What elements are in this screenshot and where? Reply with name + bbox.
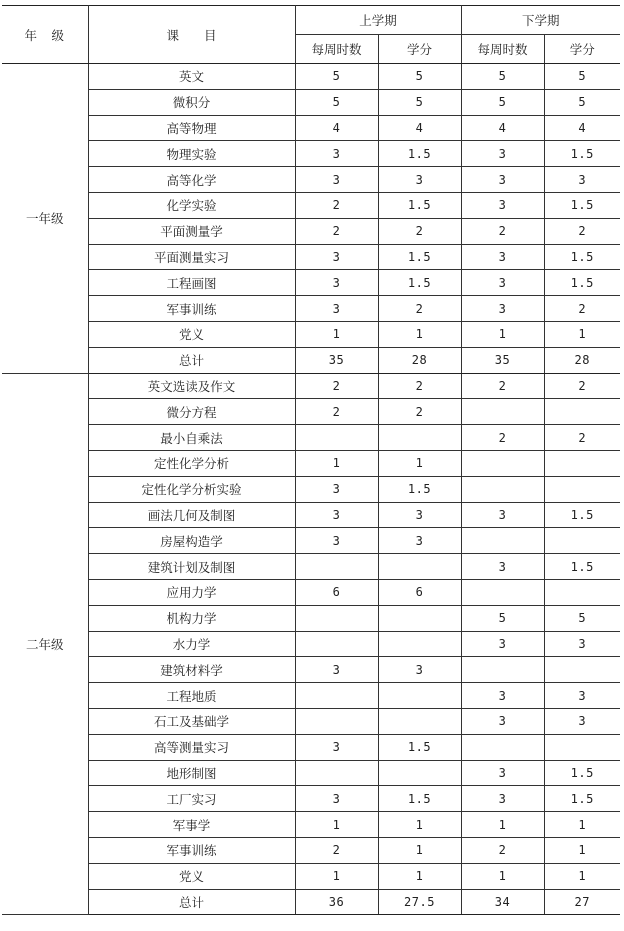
term2-hours-cell: 34 <box>461 889 544 915</box>
term2-hours-cell: 2 <box>461 837 544 863</box>
table-row <box>2 347 620 373</box>
term2-credits-cell: 1.5 <box>544 786 620 812</box>
course-name-cell: 工程画图 <box>88 270 295 296</box>
course-name-cell: 军事学 <box>88 812 295 838</box>
term1-credits-cell: 1 <box>378 837 461 863</box>
header-course: 课 目 <box>88 6 295 64</box>
table-row <box>2 786 620 812</box>
term1-hours-cell: 1 <box>295 450 378 476</box>
term2-hours-cell: 3 <box>461 244 544 270</box>
term1-credits-cell: 6 <box>378 579 461 605</box>
term2-hours-cell: 3 <box>461 631 544 657</box>
term2-hours-cell: 3 <box>461 554 544 580</box>
course-name-cell: 军事训练 <box>88 837 295 863</box>
term1-hours-cell: 4 <box>295 115 378 141</box>
term1-credits-cell: 2 <box>378 399 461 425</box>
term2-credits-cell <box>544 450 620 476</box>
table-row <box>2 244 620 270</box>
term1-credits-cell: 1 <box>378 863 461 889</box>
term1-credits-cell <box>378 708 461 734</box>
term1-hours-cell <box>295 708 378 734</box>
term1-hours-cell: 3 <box>295 141 378 167</box>
term2-credits-cell: 3 <box>544 631 620 657</box>
table-row <box>2 579 620 605</box>
term1-credits-cell <box>378 760 461 786</box>
term1-hours-cell: 3 <box>295 270 378 296</box>
course-name-cell: 微分方程 <box>88 399 295 425</box>
course-name-cell: 物理实验 <box>88 141 295 167</box>
table-row <box>2 631 620 657</box>
term2-credits-cell: 2 <box>544 373 620 399</box>
table-row <box>2 218 620 244</box>
term2-credits-cell: 1.5 <box>544 270 620 296</box>
course-name-cell: 房屋构造学 <box>88 528 295 554</box>
term2-credits-cell: 1.5 <box>544 760 620 786</box>
term1-credits-cell <box>378 605 461 631</box>
term2-hours-cell: 2 <box>461 373 544 399</box>
course-name-cell: 画法几何及制图 <box>88 502 295 528</box>
term1-credits-cell: 2 <box>378 296 461 322</box>
term2-credits-cell <box>544 734 620 760</box>
course-name-cell: 微积分 <box>88 89 295 115</box>
term1-credits-cell: 1 <box>378 812 461 838</box>
term2-hours-cell <box>461 657 544 683</box>
course-name-cell: 高等物理 <box>88 115 295 141</box>
term1-hours-cell: 2 <box>295 192 378 218</box>
term2-credits-cell: 3 <box>544 167 620 193</box>
term1-hours-cell <box>295 425 378 451</box>
term2-credits-cell: 4 <box>544 115 620 141</box>
term1-hours-cell: 3 <box>295 657 378 683</box>
term1-hours-cell: 5 <box>295 64 378 90</box>
table-row <box>2 270 620 296</box>
term1-hours-cell <box>295 631 378 657</box>
table-row <box>2 167 620 193</box>
term1-credits-cell <box>378 554 461 580</box>
term2-credits-cell: 1.5 <box>544 244 620 270</box>
term2-credits-cell: 1 <box>544 812 620 838</box>
course-name-cell: 英文选读及作文 <box>88 373 295 399</box>
term1-credits-cell: 1.5 <box>378 734 461 760</box>
term2-hours-cell <box>461 399 544 425</box>
table-row <box>2 115 620 141</box>
course-name-cell: 英文 <box>88 64 295 90</box>
term1-hours-cell: 36 <box>295 889 378 915</box>
course-name-cell: 党义 <box>88 321 295 347</box>
course-name-cell: 建筑计划及制图 <box>88 554 295 580</box>
term1-credits-cell: 1.5 <box>378 786 461 812</box>
table-row <box>2 837 620 863</box>
course-name-cell: 定性化学分析实验 <box>88 476 295 502</box>
term2-credits-cell: 1 <box>544 837 620 863</box>
term2-hours-cell <box>461 476 544 502</box>
term1-credits-cell <box>378 631 461 657</box>
term2-hours-cell: 5 <box>461 89 544 115</box>
course-name-cell: 定性化学分析 <box>88 450 295 476</box>
term1-credits-cell: 1 <box>378 321 461 347</box>
table-row <box>2 812 620 838</box>
term2-hours-cell: 4 <box>461 115 544 141</box>
table-row <box>2 296 620 322</box>
term2-hours-cell: 3 <box>461 786 544 812</box>
course-name-cell: 高等化学 <box>88 167 295 193</box>
term1-credits-cell: 1.5 <box>378 476 461 502</box>
term1-hours-cell: 1 <box>295 321 378 347</box>
term1-hours-cell: 3 <box>295 244 378 270</box>
term2-credits-cell: 1.5 <box>544 554 620 580</box>
term2-credits-cell: 27 <box>544 889 620 915</box>
grade-label-year2: 二年级 <box>2 373 88 915</box>
table-row <box>2 734 620 760</box>
header-term1-credits: 学分 <box>378 35 461 64</box>
term1-hours-cell: 1 <box>295 812 378 838</box>
term1-hours-cell: 3 <box>295 476 378 502</box>
course-name-cell: 水力学 <box>88 631 295 657</box>
term2-hours-cell: 3 <box>461 167 544 193</box>
term1-hours-cell: 6 <box>295 579 378 605</box>
header-grade: 年 级 <box>2 6 88 64</box>
course-name-cell: 军事训练 <box>88 296 295 322</box>
table-row <box>2 399 620 425</box>
table-row <box>2 657 620 683</box>
term1-hours-cell <box>295 554 378 580</box>
course-name-cell: 平面测量学 <box>88 218 295 244</box>
course-name-cell: 建筑材料学 <box>88 657 295 683</box>
course-name-cell: 总计 <box>88 347 295 373</box>
term2-hours-cell: 1 <box>461 863 544 889</box>
course-name-cell: 党义 <box>88 863 295 889</box>
term2-credits-cell: 2 <box>544 218 620 244</box>
header-term1-hours: 每周时数 <box>295 35 378 64</box>
term2-credits-cell <box>544 476 620 502</box>
term1-credits-cell: 1.5 <box>378 192 461 218</box>
term1-credits-cell: 3 <box>378 528 461 554</box>
course-name-cell: 应用力学 <box>88 579 295 605</box>
table-row <box>2 476 620 502</box>
course-name-cell: 工程地质 <box>88 683 295 709</box>
course-name-cell: 工厂实习 <box>88 786 295 812</box>
term2-hours-cell: 3 <box>461 708 544 734</box>
term2-hours-cell: 3 <box>461 296 544 322</box>
header-term2: 下学期 <box>461 6 620 35</box>
course-name-cell: 化学实验 <box>88 192 295 218</box>
table-row <box>2 141 620 167</box>
term2-hours-cell <box>461 528 544 554</box>
course-name-cell: 地形制图 <box>88 760 295 786</box>
term2-hours-cell: 3 <box>461 683 544 709</box>
term1-hours-cell: 2 <box>295 399 378 425</box>
term1-credits-cell <box>378 683 461 709</box>
term1-credits-cell <box>378 425 461 451</box>
table-row <box>2 450 620 476</box>
course-name-cell: 石工及基础学 <box>88 708 295 734</box>
term1-hours-cell: 3 <box>295 296 378 322</box>
course-name-cell: 总计 <box>88 889 295 915</box>
term2-credits-cell: 5 <box>544 89 620 115</box>
term2-hours-cell <box>461 579 544 605</box>
term2-credits-cell: 1.5 <box>544 192 620 218</box>
term1-credits-cell: 2 <box>378 218 461 244</box>
term1-credits-cell: 4 <box>378 115 461 141</box>
term2-hours-cell <box>461 734 544 760</box>
term1-credits-cell: 28 <box>378 347 461 373</box>
course-table <box>2 5 620 915</box>
term1-credits-cell: 3 <box>378 657 461 683</box>
term2-hours-cell: 5 <box>461 605 544 631</box>
term1-hours-cell: 3 <box>295 502 378 528</box>
term1-hours-cell: 3 <box>295 528 378 554</box>
course-name-cell: 机构力学 <box>88 605 295 631</box>
term2-credits-cell: 28 <box>544 347 620 373</box>
header-term2-hours: 每周时数 <box>461 35 544 64</box>
term2-hours-cell: 35 <box>461 347 544 373</box>
table-row <box>2 760 620 786</box>
term2-credits-cell <box>544 399 620 425</box>
term1-credits-cell: 3 <box>378 502 461 528</box>
term2-hours-cell: 3 <box>461 141 544 167</box>
term1-hours-cell <box>295 683 378 709</box>
term1-hours-cell: 2 <box>295 837 378 863</box>
term2-credits-cell <box>544 528 620 554</box>
term2-credits-cell: 2 <box>544 425 620 451</box>
term1-credits-cell: 2 <box>378 373 461 399</box>
term2-hours-cell <box>461 450 544 476</box>
table-row <box>2 889 620 915</box>
header-term2-credits: 学分 <box>544 35 620 64</box>
term1-credits-cell: 3 <box>378 167 461 193</box>
term1-hours-cell: 3 <box>295 786 378 812</box>
table-row <box>2 425 620 451</box>
term2-credits-cell: 1 <box>544 321 620 347</box>
course-name-cell: 平面测量实习 <box>88 244 295 270</box>
table-row <box>2 502 620 528</box>
term1-hours-cell: 1 <box>295 863 378 889</box>
year2-section <box>2 373 620 915</box>
term1-credits-cell: 27.5 <box>378 889 461 915</box>
term2-hours-cell: 3 <box>461 502 544 528</box>
term1-credits-cell: 1 <box>378 450 461 476</box>
table-row <box>2 373 620 399</box>
term1-credits-cell: 5 <box>378 64 461 90</box>
table-row <box>2 528 620 554</box>
term1-hours-cell: 5 <box>295 89 378 115</box>
term1-hours-cell <box>295 760 378 786</box>
term2-credits-cell: 3 <box>544 683 620 709</box>
table-row <box>2 89 620 115</box>
term2-credits-cell: 5 <box>544 64 620 90</box>
term2-credits-cell: 3 <box>544 708 620 734</box>
table-header <box>2 6 620 64</box>
table-row <box>2 64 620 90</box>
header-term1: 上学期 <box>295 6 461 35</box>
table-row <box>2 683 620 709</box>
table-row <box>2 863 620 889</box>
term2-credits-cell: 1.5 <box>544 502 620 528</box>
term2-credits-cell <box>544 579 620 605</box>
term2-credits-cell: 2 <box>544 296 620 322</box>
term2-hours-cell: 2 <box>461 218 544 244</box>
term2-hours-cell: 5 <box>461 64 544 90</box>
course-name-cell: 最小自乘法 <box>88 425 295 451</box>
table-row <box>2 554 620 580</box>
table-row <box>2 605 620 631</box>
term2-credits-cell: 1.5 <box>544 141 620 167</box>
term1-credits-cell: 5 <box>378 89 461 115</box>
term1-hours-cell: 2 <box>295 218 378 244</box>
term2-hours-cell: 2 <box>461 425 544 451</box>
term1-credits-cell: 1.5 <box>378 244 461 270</box>
term2-credits-cell: 5 <box>544 605 620 631</box>
term2-hours-cell: 1 <box>461 321 544 347</box>
term2-credits-cell <box>544 657 620 683</box>
term2-credits-cell: 1 <box>544 863 620 889</box>
term2-hours-cell: 1 <box>461 812 544 838</box>
table-row <box>2 708 620 734</box>
term1-hours-cell: 2 <box>295 373 378 399</box>
term1-hours-cell: 3 <box>295 734 378 760</box>
course-name-cell: 高等测量实习 <box>88 734 295 760</box>
term1-credits-cell: 1.5 <box>378 141 461 167</box>
term1-hours-cell: 35 <box>295 347 378 373</box>
term1-credits-cell: 1.5 <box>378 270 461 296</box>
table-row <box>2 192 620 218</box>
term1-hours-cell: 3 <box>295 167 378 193</box>
table-row <box>2 321 620 347</box>
term1-hours-cell <box>295 605 378 631</box>
grade-label-year1: 一年级 <box>2 64 88 374</box>
year1-section <box>2 64 620 374</box>
term2-hours-cell: 3 <box>461 270 544 296</box>
term2-hours-cell: 3 <box>461 192 544 218</box>
term2-hours-cell: 3 <box>461 760 544 786</box>
